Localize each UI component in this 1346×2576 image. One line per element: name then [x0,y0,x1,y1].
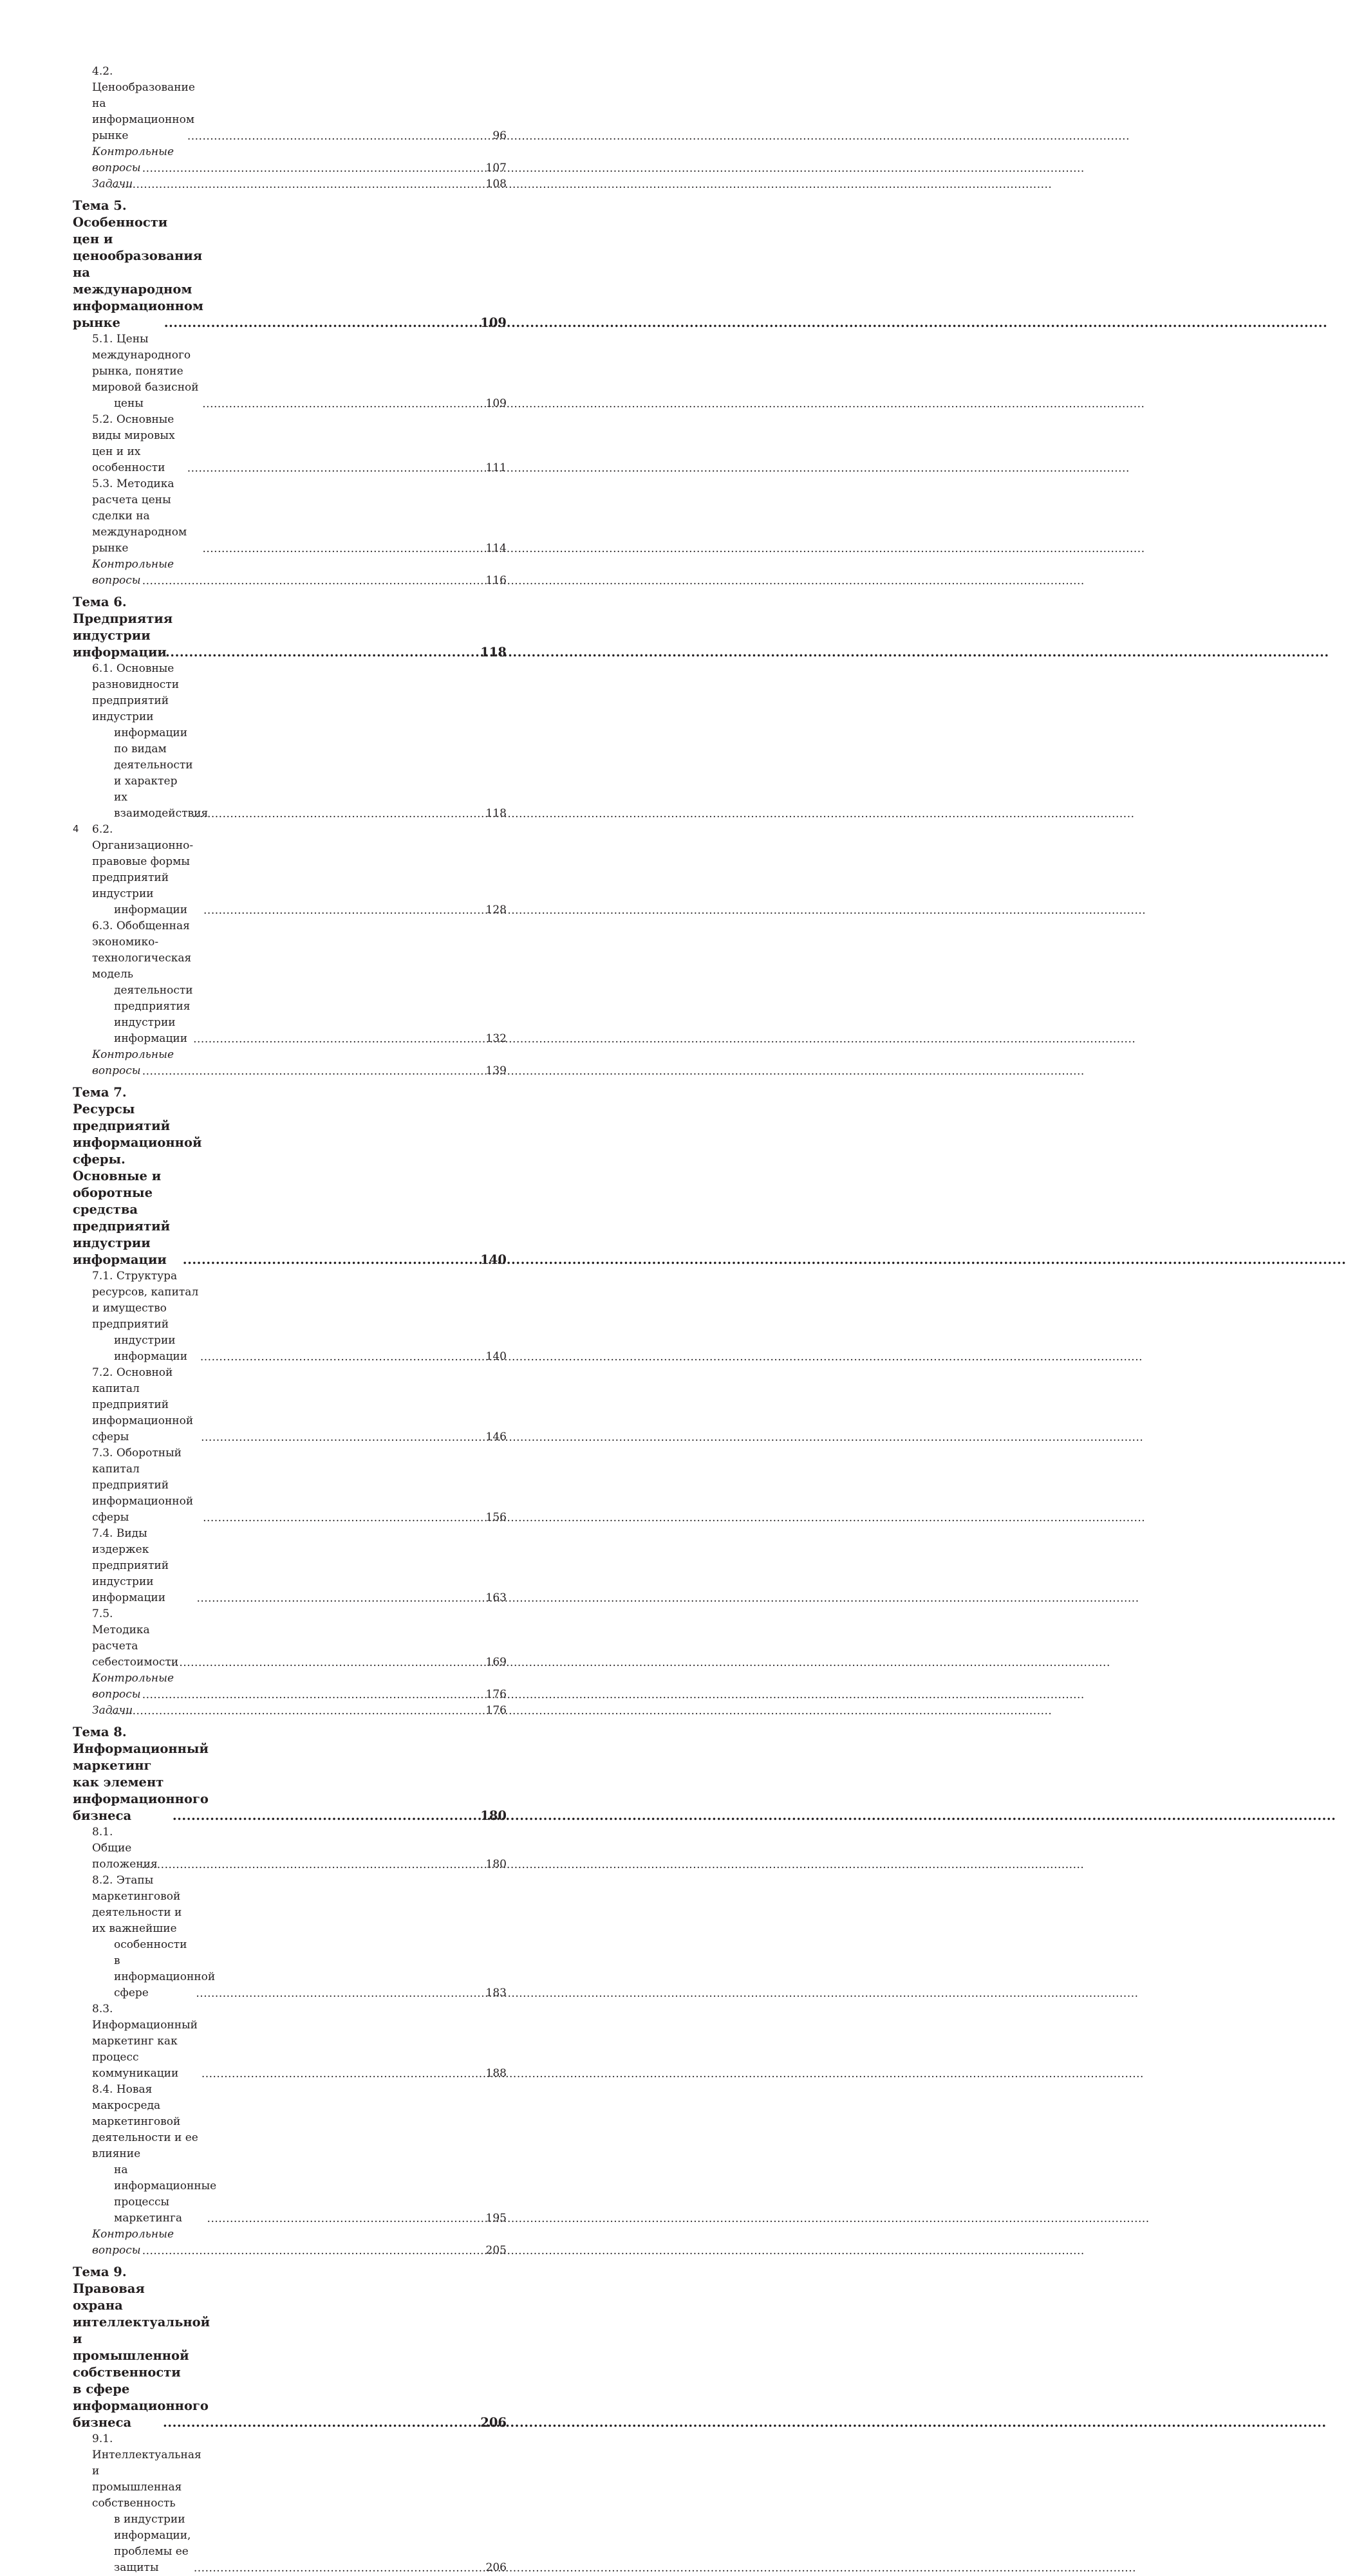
table-of-contents [73,64,507,2576]
dot-leader [163,2418,480,2427]
toc-entry-title-cont: индустрии информации [114,1334,188,1363]
dot-leader [200,1353,485,1362]
toc-page-number: 195 [485,2212,507,2225]
toc-page-number: 111 [485,461,507,474]
toc-page-number: 140 [485,1350,507,1363]
toc-entry-title: 7.1. Структура ресурсов, капитал и имущество предприятий [92,1270,199,1331]
toc-entry-title: 7.3. Оборотный капитал предприятий информационной сферы [92,1447,194,1524]
dot-leader [187,464,485,473]
toc-entry-title: Контрольные вопросы [92,1048,174,1077]
dot-leader [142,1691,485,1700]
toc-page-number: 180 [480,1808,507,1823]
toc-entry-title: 8.1. Общие положения [92,1826,158,1871]
toc-entry-review-questions[interactable] [73,144,507,176]
dot-leader [202,400,485,409]
toc-entry-7-5[interactable] [73,1606,507,1671]
dot-leader [203,906,485,915]
toc-entry-title-cont: цены [114,397,144,410]
toc-page-number: 109 [480,315,507,330]
theme-title-line: информационного бизнеса [73,1792,209,1823]
toc-page-number: 176 [485,1704,507,1717]
theme-title-line: Тема 9. Правовая охрана интеллектуальной [73,2265,210,2330]
dot-leader [194,2564,485,2573]
toc-entry-title: 7.2. Основной капитал предприятий информационной сферы [92,1366,194,1443]
toc-page-number: 116 [485,574,507,587]
dot-leader [142,577,485,586]
toc-entry-title: 5.3. Методика расчета цены сделки на международном рынке [92,477,187,555]
toc-entry-title: 4.2. Ценообразование на информационном рынке [92,65,195,142]
toc-page-number: 118 [480,645,507,660]
toc-page-number: 163 [485,1591,507,1604]
toc-entry-review-questions[interactable] [73,1671,507,1703]
toc-entry-title: Контрольные вопросы [92,2228,174,2257]
dot-leader [187,132,492,141]
toc-page-number: 169 [485,1656,507,1669]
toc-entry-title-cont: информации по видам деятельности и характер их [114,727,193,804]
toc-theme-6[interactable] [73,594,507,661]
theme-title-line: Тема 6. Предприятия индустрии информации [73,595,173,660]
toc-page-number: 107 [485,162,507,174]
theme-title-line: на международном информационном рынке [73,265,203,330]
toc-theme-5[interactable] [73,198,507,331]
dot-leader [192,810,485,819]
toc-entry-7-3[interactable] [73,1445,507,1526]
toc-theme-8[interactable] [73,1724,507,1824]
dot-leader [142,1067,485,1076]
toc-page-number: 176 [485,1688,507,1701]
toc-entry-8-3[interactable] [73,2001,507,2082]
toc-entry-title: 6.3. Обобщенная экономико-технологическая модель [92,920,192,981]
toc-entry-7-2[interactable] [73,1365,507,1445]
toc-entry-title-cont: в индустрии информации, проблемы ее защиты [114,2513,191,2574]
page-number: 4 [73,823,79,835]
toc-page-number: 183 [485,1987,507,1999]
toc-entry-title: 7.4. Виды издержек предприятий индустрии информации [92,1527,169,1604]
toc-entry-tasks[interactable] [73,176,507,192]
toc-entry-title-cont: взаимодействия [114,807,209,820]
toc-entry-title: 8.4. Новая макросреда маркетинговой деятельности и ее влияние [92,2083,198,2160]
toc-entry-6-3[interactable] [73,918,507,1047]
dot-leader [173,1812,480,1821]
toc-entry-title: Контрольные вопросы [92,558,174,587]
toc-entry-tasks[interactable] [73,1703,507,1719]
toc-entry-title: Контрольные вопросы [92,1672,174,1701]
toc-entry-title: Контрольные вопросы [92,145,174,174]
toc-entry-review-questions[interactable] [73,2227,507,2259]
toc-entry-5-3[interactable] [73,476,507,557]
dot-leader [196,1594,485,1603]
toc-entry-6-2[interactable] [73,822,507,918]
dot-leader [109,1707,485,1716]
dot-leader [142,2247,485,2256]
toc-page-number: 139 [485,1064,507,1077]
theme-title-line: Основные и оборотные средства предприятий индустрии [73,1169,171,1250]
dot-leader [168,1658,485,1667]
toc-page-number: 156 [485,1511,507,1524]
theme-title-line: Тема 5. Особенности цен и ценообразования [73,198,203,263]
toc-entry-5-1[interactable] [73,331,507,412]
toc-entry-5-2[interactable] [73,412,507,476]
toc-entry-8-1[interactable] [73,1824,507,1873]
toc-entry-title-cont: деятельности предприятия индустрии информации [114,984,193,1045]
toc-page-number: 206 [485,2561,507,2574]
toc-entry-title: 8.2. Этапы маркетинговой деятельности и их важнейшие [92,1874,182,1935]
toc-page-number: 146 [485,1431,507,1443]
toc-page-number: 128 [485,903,507,916]
dot-leader [109,180,485,189]
toc-entry-title: 6.2. Организационно-правовые формы предприятий индустрии [92,823,194,900]
toc-entry-title: 8.3. Информационный маркетинг как процесс коммуникации [92,2003,198,2080]
toc-entry-title-cont: информации [114,903,188,916]
toc-page-number: 188 [485,2067,507,2080]
toc-entry-review-questions[interactable] [73,557,507,589]
toc-entry-title: 6.1. Основные разновидности предприятий индустрии [92,662,180,723]
toc-page-number: 206 [480,2415,507,2430]
toc-page-number: 114 [485,542,507,555]
toc-page-number: 109 [485,397,507,410]
toc-entry-title: 7.5. Методика расчета себестоимости [92,1608,179,1669]
dot-leader [164,319,480,328]
toc-entry-8-2[interactable] [73,1873,507,2001]
dot-leader [202,544,485,553]
toc-page-number: 96 [492,129,507,142]
toc-page-number: 140 [480,1252,507,1267]
toc-entry-7-1[interactable] [73,1268,507,1365]
theme-title-line: и промышленной собственности в сфере [73,2331,189,2396]
dot-leader [203,1514,485,1523]
dot-leader [196,1989,485,1998]
theme-title-line: Тема 7. Ресурсы предприятий информационной сферы. [73,1085,202,1167]
toc-entry-title: 5.1. Цены международного рынка, понятие мировой базисной [92,333,199,394]
toc-page-number: 118 [485,807,507,820]
dot-leader [193,1035,485,1044]
toc-entry-title: 9.1. Интеллектуальная и промышленная собственность [92,2432,201,2510]
dot-leader [165,648,480,657]
toc-entry-8-4[interactable] [73,2082,507,2227]
toc-entry-title-cont: особенности в информационной сфере [114,1938,216,1999]
toc-entry-9-1[interactable] [73,2431,507,2576]
theme-title-line: Тема 8. Информационный маркетинг как элемент [73,1725,209,1790]
toc-entry-review-questions[interactable] [73,1047,507,1079]
toc-theme-7[interactable] [73,1084,507,1268]
dot-leader [142,164,485,173]
toc-page-number: 132 [485,1032,507,1045]
dot-leader [183,1256,480,1265]
theme-title-line: информации [73,1252,167,1267]
theme-title-line: информационного бизнеса [73,2398,209,2430]
toc-theme-9[interactable] [73,2264,507,2431]
toc-entry-4-2[interactable] [73,64,507,144]
toc-page-number: 108 [485,178,507,190]
toc-page-number: 205 [485,2244,507,2257]
dot-leader [201,2070,485,2079]
toc-entry-6-1[interactable] [73,661,507,822]
dot-leader [207,2214,485,2223]
toc-entry-7-4[interactable] [73,1526,507,1606]
toc-entry-title: Задачи [92,178,133,190]
toc-entry-title: Задачи [92,1704,133,1717]
toc-page-number: 180 [485,1858,507,1871]
toc-entry-title-cont: на информационные процессы маркетинга [114,2164,217,2225]
toc-entry-title: 5.2. Основные виды мировых цен и их особенности [92,413,175,474]
dot-leader [201,1433,485,1442]
dot-leader [142,1860,485,1869]
